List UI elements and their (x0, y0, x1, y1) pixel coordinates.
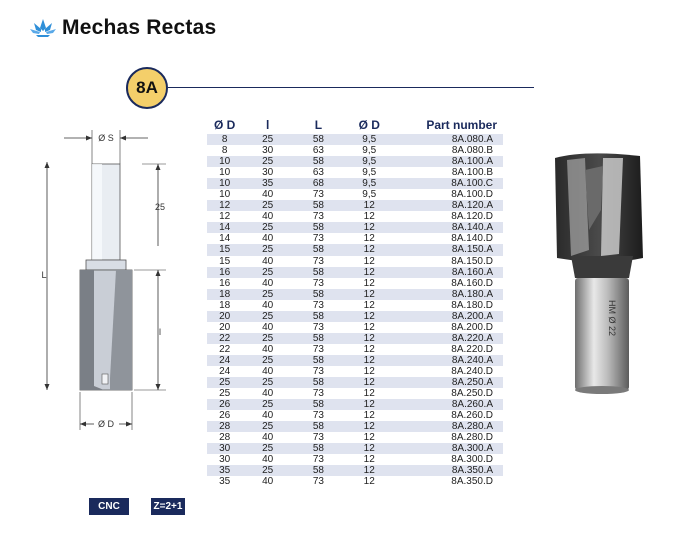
cell-cut-diameter: 12 (207, 200, 242, 211)
cell-part-number: 8A.140.D (395, 233, 503, 244)
table-row (207, 377, 503, 388)
cell-cut-diameter: 16 (207, 267, 242, 278)
cell-cut-diameter: 12 (207, 211, 242, 222)
cell-cut-length: 25 (242, 289, 293, 300)
table-row (207, 211, 503, 222)
cell-cut-diameter: 26 (207, 410, 242, 421)
cell-cut-length: 40 (242, 256, 293, 267)
cell-cut-length: 25 (242, 399, 293, 410)
cell-total-length: 63 (293, 167, 344, 178)
table-row (207, 443, 503, 454)
page-title: Mechas Rectas (62, 16, 217, 39)
cell-shank-diameter: 12 (344, 256, 395, 267)
table-row (207, 267, 503, 278)
cell-cut-diameter: 14 (207, 222, 242, 233)
cell-shank-diameter: 9,5 (344, 167, 395, 178)
cell-cut-length: 40 (242, 300, 293, 311)
cell-part-number: 8A.260.D (395, 410, 503, 421)
cell-total-length: 73 (293, 432, 344, 443)
cell-cut-length: 25 (242, 200, 293, 211)
table-header-row (207, 116, 503, 134)
cell-total-length: 73 (293, 366, 344, 377)
cell-shank-diameter: 12 (344, 410, 395, 421)
cell-cut-length: 40 (242, 366, 293, 377)
table-row (207, 311, 503, 322)
cell-cut-length: 25 (242, 377, 293, 388)
cell-shank-diameter: 12 (344, 289, 395, 300)
cell-part-number: 8A.120.A (395, 200, 503, 211)
cell-total-length: 73 (293, 300, 344, 311)
cell-part-number: 8A.200.A (395, 311, 503, 322)
table-row (207, 278, 503, 289)
cell-cut-diameter: 24 (207, 366, 242, 377)
cell-cut-length: 25 (242, 244, 293, 255)
shank-length-label: 25 (154, 202, 166, 212)
cell-cut-length: 40 (242, 211, 293, 222)
table-row (207, 145, 503, 156)
cell-shank-diameter: 12 (344, 366, 395, 377)
cell-cut-diameter: 25 (207, 377, 242, 388)
cell-part-number: 8A.120.D (395, 211, 503, 222)
cell-cut-length: 40 (242, 432, 293, 443)
cell-part-number: 8A.300.D (395, 454, 503, 465)
cell-cut-diameter: 30 (207, 454, 242, 465)
table-row (207, 256, 503, 267)
cell-cut-length: 40 (242, 278, 293, 289)
cell-cut-length: 40 (242, 410, 293, 421)
cell-total-length: 58 (293, 311, 344, 322)
cell-total-length: 73 (293, 256, 344, 267)
teeth-badge: Z=2+1 (151, 498, 185, 515)
cell-cut-diameter: 25 (207, 388, 242, 399)
cell-shank-diameter: 9,5 (344, 189, 395, 200)
table-body (207, 134, 503, 488)
cell-total-length: 73 (293, 388, 344, 399)
col-header-total-length: L (314, 118, 323, 132)
cell-shank-diameter: 12 (344, 322, 395, 333)
cell-shank-diameter: 12 (344, 476, 395, 487)
cell-shank-diameter: 12 (344, 333, 395, 344)
cell-part-number: 8A.180.A (395, 289, 503, 300)
cell-cut-diameter: 10 (207, 167, 242, 178)
cell-part-number: 8A.100.D (395, 189, 503, 200)
table-row (207, 322, 503, 333)
table-row (207, 476, 503, 487)
cell-cut-length: 40 (242, 454, 293, 465)
table-row (207, 156, 503, 167)
cell-cut-length: 25 (242, 267, 293, 278)
cell-part-number: 8A.260.A (395, 399, 503, 410)
cell-part-number: 8A.150.D (395, 256, 503, 267)
cell-cut-diameter: 35 (207, 465, 242, 476)
section-badge: 8A (126, 67, 168, 109)
table-row (207, 289, 503, 300)
cell-part-number: 8A.280.D (395, 432, 503, 443)
table-row (207, 399, 503, 410)
col-header-cut-length: l (265, 118, 270, 132)
table-row (207, 421, 503, 432)
shank-diameter-label: Ø S (98, 133, 114, 143)
cell-shank-diameter: 12 (344, 421, 395, 432)
cell-total-length: 58 (293, 200, 344, 211)
bit-technical-drawing (30, 128, 190, 434)
cell-total-length: 58 (293, 267, 344, 278)
table-row (207, 454, 503, 465)
cell-cut-length: 25 (242, 465, 293, 476)
cell-cut-diameter: 8 (207, 134, 242, 145)
table-row (207, 344, 503, 355)
table-row (207, 432, 503, 443)
cell-total-length: 73 (293, 344, 344, 355)
table-row (207, 178, 503, 189)
cell-total-length: 58 (293, 443, 344, 454)
cell-cut-diameter: 10 (207, 189, 242, 200)
cell-cut-length: 40 (242, 388, 293, 399)
cell-cut-length: 25 (242, 222, 293, 233)
cell-total-length: 73 (293, 278, 344, 289)
table-row (207, 244, 503, 255)
cell-total-length: 58 (293, 333, 344, 344)
page-header (30, 16, 216, 40)
cell-total-length: 73 (293, 410, 344, 421)
cell-shank-diameter: 12 (344, 432, 395, 443)
cell-part-number: 8A.080.B (395, 145, 503, 156)
cell-shank-diameter: 12 (344, 454, 395, 465)
cell-cut-diameter: 26 (207, 399, 242, 410)
cell-cut-length: 40 (242, 322, 293, 333)
cell-total-length: 73 (293, 454, 344, 465)
cell-shank-diameter: 12 (344, 233, 395, 244)
overall-length-label: L (41, 270, 47, 280)
cell-cut-length: 35 (242, 178, 293, 189)
cell-total-length: 68 (293, 178, 344, 189)
cell-total-length: 73 (293, 189, 344, 200)
cell-part-number: 8A.200.D (395, 322, 503, 333)
cell-shank-diameter: 12 (344, 200, 395, 211)
cell-part-number: 8A.150.A (395, 244, 503, 255)
cell-total-length: 73 (293, 233, 344, 244)
cell-cut-diameter: 14 (207, 233, 242, 244)
cell-cut-length: 40 (242, 344, 293, 355)
cell-cut-diameter: 8 (207, 145, 242, 156)
cell-total-length: 58 (293, 465, 344, 476)
shank-engraving: HM Ø 22 (607, 300, 617, 337)
col-header-cut-diameter: Ø D (213, 118, 236, 132)
cell-cut-diameter: 18 (207, 300, 242, 311)
shank-shape (575, 278, 629, 390)
cell-cut-length: 40 (242, 476, 293, 487)
table-row (207, 388, 503, 399)
table-row (207, 355, 503, 366)
table-row (207, 134, 503, 145)
cell-cut-length: 30 (242, 167, 293, 178)
cell-part-number: 8A.100.B (395, 167, 503, 178)
cell-shank-diameter: 9,5 (344, 134, 395, 145)
cell-cut-length: 40 (242, 189, 293, 200)
table-row (207, 465, 503, 476)
cell-part-number: 8A.250.D (395, 388, 503, 399)
cell-cut-length: 25 (242, 333, 293, 344)
cell-cut-diameter: 20 (207, 322, 242, 333)
cell-shank-diameter: 9,5 (344, 178, 395, 189)
cell-cut-diameter: 15 (207, 244, 242, 255)
cell-shank-diameter: 12 (344, 377, 395, 388)
cell-cut-diameter: 18 (207, 289, 242, 300)
cell-shank-diameter: 9,5 (344, 156, 395, 167)
cell-total-length: 58 (293, 355, 344, 366)
cell-part-number: 8A.100.C (395, 178, 503, 189)
cell-shank-diameter: 12 (344, 267, 395, 278)
table-row (207, 200, 503, 211)
cell-part-number: 8A.100.A (395, 156, 503, 167)
cell-shank-diameter: 12 (344, 311, 395, 322)
cell-total-length: 58 (293, 377, 344, 388)
cell-cut-length: 25 (242, 421, 293, 432)
cell-cut-length: 40 (242, 233, 293, 244)
cnc-badge: CNC (89, 498, 129, 515)
cell-total-length: 58 (293, 244, 344, 255)
cell-shank-diameter: 12 (344, 278, 395, 289)
cell-part-number: 8A.080.A (395, 134, 503, 145)
cell-total-length: 58 (293, 399, 344, 410)
spec-table (207, 116, 503, 488)
cell-shank-diameter: 12 (344, 399, 395, 410)
cell-total-length: 58 (293, 134, 344, 145)
cell-part-number: 8A.350.D (395, 476, 503, 487)
table-row (207, 300, 503, 311)
cell-part-number: 8A.220.D (395, 344, 503, 355)
cell-part-number: 8A.240.D (395, 366, 503, 377)
cut-diameter-label: Ø D (97, 419, 115, 429)
cell-total-length: 73 (293, 476, 344, 487)
cell-part-number: 8A.140.A (395, 222, 503, 233)
cell-shank-diameter: 12 (344, 222, 395, 233)
cell-cut-diameter: 30 (207, 443, 242, 454)
cell-cut-diameter: 20 (207, 311, 242, 322)
cell-cut-diameter: 10 (207, 178, 242, 189)
cell-part-number: 8A.160.D (395, 278, 503, 289)
table-row (207, 333, 503, 344)
cell-shank-diameter: 12 (344, 355, 395, 366)
cell-cut-diameter: 22 (207, 333, 242, 344)
cell-cut-diameter: 28 (207, 432, 242, 443)
cell-total-length: 73 (293, 211, 344, 222)
cell-total-length: 58 (293, 222, 344, 233)
cell-cut-length: 25 (242, 311, 293, 322)
cell-part-number: 8A.220.A (395, 333, 503, 344)
cell-part-number: 8A.240.A (395, 355, 503, 366)
cell-cut-length: 30 (242, 145, 293, 156)
cell-cut-length: 25 (242, 156, 293, 167)
cell-cut-diameter: 28 (207, 421, 242, 432)
cell-part-number: 8A.160.A (395, 267, 503, 278)
col-header-shank-diameter: Ø D (358, 118, 380, 132)
cell-cut-length: 25 (242, 443, 293, 454)
cell-shank-diameter: 12 (344, 443, 395, 454)
table-row (207, 222, 503, 233)
cell-shank-diameter: 12 (344, 300, 395, 311)
cell-total-length: 73 (293, 322, 344, 333)
cell-part-number: 8A.350.A (395, 465, 503, 476)
section-divider (168, 87, 534, 88)
cell-total-length: 58 (293, 156, 344, 167)
cell-total-length: 63 (293, 145, 344, 156)
cell-cut-length: 25 (242, 134, 293, 145)
cell-total-length: 58 (293, 421, 344, 432)
product-photo (545, 150, 655, 400)
table-row (207, 410, 503, 421)
cell-part-number: 8A.180.D (395, 300, 503, 311)
lotus-logo-icon (30, 17, 56, 39)
cell-shank-diameter: 12 (344, 344, 395, 355)
cell-total-length: 58 (293, 289, 344, 300)
cell-part-number: 8A.250.A (395, 377, 503, 388)
table-row (207, 167, 503, 178)
cell-cut-diameter: 10 (207, 156, 242, 167)
cell-shank-diameter: 9,5 (344, 145, 395, 156)
cutting-length-label: l (159, 327, 161, 337)
cell-shank-diameter: 12 (344, 244, 395, 255)
cell-shank-diameter: 12 (344, 465, 395, 476)
cell-part-number: 8A.280.A (395, 421, 503, 432)
cell-cut-length: 25 (242, 355, 293, 366)
cell-cut-diameter: 24 (207, 355, 242, 366)
table-row (207, 189, 503, 200)
cell-shank-diameter: 12 (344, 211, 395, 222)
cell-cut-diameter: 15 (207, 256, 242, 267)
table-row (207, 233, 503, 244)
cell-cut-diameter: 35 (207, 476, 242, 487)
cell-part-number: 8A.300.A (395, 443, 503, 454)
cell-shank-diameter: 12 (344, 388, 395, 399)
cell-cut-diameter: 22 (207, 344, 242, 355)
cell-cut-diameter: 16 (207, 278, 242, 289)
table-row (207, 366, 503, 377)
col-header-part-number: Part number (426, 118, 497, 132)
